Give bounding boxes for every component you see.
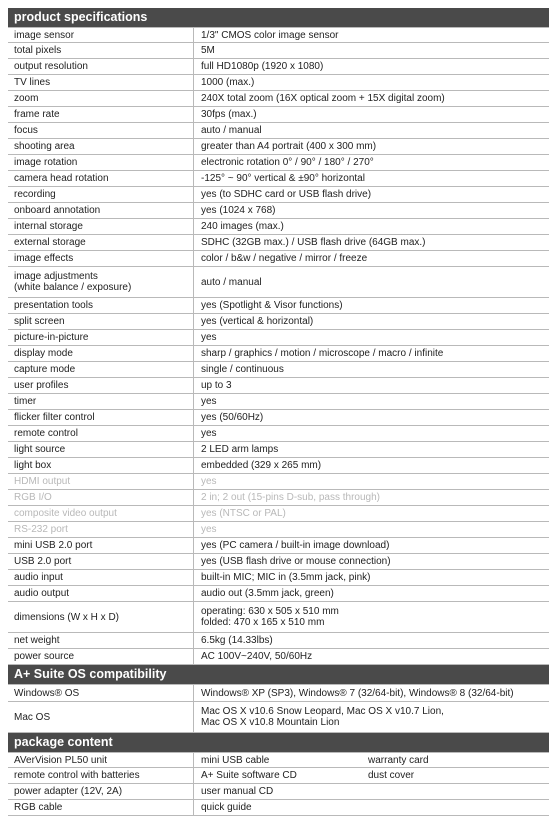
spec-row [8, 43, 549, 59]
spec-row [8, 586, 549, 602]
spec-value: auto / manual [201, 276, 262, 288]
spec-label: composite video output [8, 506, 194, 521]
spec-row [8, 155, 549, 171]
os-row [8, 702, 549, 733]
spec-label: output resolution [8, 59, 194, 74]
package-item: user manual CD [201, 786, 274, 797]
spec-row [8, 378, 549, 394]
spec-label: USB 2.0 port [8, 554, 194, 569]
spec-label: light box [8, 458, 194, 473]
package-row [8, 752, 549, 768]
spec-sheet [8, 8, 549, 816]
spec-value: operating: 630 x 505 x 510 mm folded: 470 x 165 x 510 mm [201, 606, 339, 628]
spec-row [8, 139, 549, 155]
spec-label: timer [8, 394, 194, 409]
spec-label: external storage [8, 235, 194, 250]
spec-row [8, 251, 549, 267]
spec-value: built-in MIC; MIC in (3.5mm jack, pink) [201, 572, 371, 583]
spec-value: 240X total zoom (16X optical zoom + 15X digital zoom) [201, 93, 445, 104]
spec-value: yes (vertical & horizontal) [201, 316, 314, 327]
spec-row [8, 171, 549, 187]
spec-row [8, 267, 549, 298]
spec-value: yes [201, 476, 217, 487]
spec-value: 2 LED arm lamps [201, 444, 279, 455]
package-item: power adapter (12V, 2A) [8, 784, 194, 799]
spec-label: display mode [8, 346, 194, 361]
spec-value: 5M [201, 45, 215, 56]
os-value: Mac OS X v10.6 Snow Leopard, Mac OS X v10.7 Lion, Mac OS X v10.8 Mountain Lion [201, 706, 444, 728]
spec-row [8, 91, 549, 107]
section-header-package: package content [8, 733, 549, 752]
package-item: A+ Suite software CD [201, 770, 297, 781]
spec-label: audio output [8, 586, 194, 601]
spec-row [8, 187, 549, 203]
spec-value: yes (Spotlight & Visor functions) [201, 300, 343, 311]
spec-row [8, 330, 549, 346]
spec-row [8, 394, 549, 410]
spec-label: image adjustments (white balance / exposure) [8, 267, 194, 297]
spec-row [8, 538, 549, 554]
package-item: warranty card [368, 755, 429, 766]
spec-label: total pixels [8, 43, 194, 58]
spec-row [8, 59, 549, 75]
spec-label: capture mode [8, 362, 194, 377]
package-row [8, 800, 549, 816]
spec-value: yes [201, 396, 217, 407]
spec-row [8, 474, 549, 490]
os-label: Mac OS [8, 702, 194, 732]
spec-value: sharp / graphics / motion / microscope / macro / infinite [201, 348, 444, 359]
spec-row [8, 490, 549, 506]
spec-label: zoom [8, 91, 194, 106]
spec-value: yes (50/60Hz) [201, 412, 264, 423]
spec-row [8, 602, 549, 633]
spec-row [8, 298, 549, 314]
spec-row [8, 314, 549, 330]
package-row [8, 784, 549, 800]
spec-value: full HD1080p (1920 x 1080) [201, 61, 324, 72]
spec-value: single / continuous [201, 364, 284, 375]
spec-value: yes (USB flash drive or mouse connection) [201, 556, 391, 567]
spec-label: image effects [8, 251, 194, 266]
spec-label: presentation tools [8, 298, 194, 313]
spec-label: light source [8, 442, 194, 457]
spec-label: internal storage [8, 219, 194, 234]
os-value: Windows® XP (SP3), Windows® 7 (32/64-bit), Windows® 8 (32/64-bit) [201, 687, 514, 699]
spec-row [8, 107, 549, 123]
spec-value: 6.5kg (14.33lbs) [201, 635, 273, 646]
spec-label: dimensions (W x H x D) [8, 602, 194, 632]
spec-value: yes (1024 x 768) [201, 205, 276, 216]
package-item: mini USB cable [201, 755, 270, 766]
spec-label: picture-in-picture [8, 330, 194, 345]
spec-row [8, 203, 549, 219]
spec-label: remote control [8, 426, 194, 441]
spec-row [8, 27, 549, 43]
spec-label: onboard annotation [8, 203, 194, 218]
spec-value: 2 in; 2 out (15-pins D-sub, pass through) [201, 492, 380, 503]
package-item [362, 800, 549, 815]
spec-value: yes [201, 524, 217, 535]
section-header-os: A+ Suite OS compatibility [8, 665, 549, 684]
spec-row [8, 458, 549, 474]
spec-value: greater than A4 portrait (400 x 300 mm) [201, 141, 377, 152]
spec-row [8, 219, 549, 235]
spec-value: 1000 (max.) [201, 77, 255, 88]
spec-row [8, 410, 549, 426]
spec-value: yes (PC camera / built-in image download) [201, 540, 390, 551]
spec-value: 1/3" CMOS color image sensor [201, 29, 339, 41]
spec-value: -125° ~ 90° vertical & ±90° horizontal [201, 173, 365, 184]
spec-label: RGB I/O [8, 490, 194, 505]
spec-label: shooting area [8, 139, 194, 154]
spec-label: TV lines [8, 75, 194, 90]
spec-row [8, 426, 549, 442]
specs-table [8, 27, 549, 665]
spec-row [8, 649, 549, 665]
spec-value: embedded (329 x 265 mm) [201, 460, 322, 471]
spec-row [8, 522, 549, 538]
package-row [8, 768, 549, 784]
spec-row [8, 570, 549, 586]
spec-row [8, 346, 549, 362]
spec-label: audio input [8, 570, 194, 585]
spec-label: net weight [8, 633, 194, 648]
spec-value: 240 images (max.) [201, 221, 284, 232]
spec-label: RS-232 port [8, 522, 194, 537]
spec-label: HDMI output [8, 474, 194, 489]
spec-label: mini USB 2.0 port [8, 538, 194, 553]
spec-value: yes (NTSC or PAL) [201, 508, 286, 519]
spec-row [8, 75, 549, 91]
spec-row [8, 442, 549, 458]
spec-label: power source [8, 649, 194, 664]
package-table [8, 752, 549, 816]
spec-label: frame rate [8, 107, 194, 122]
package-item: remote control with batteries [8, 768, 194, 783]
spec-value: electronic rotation 0° / 90° / 180° / 270° [201, 157, 374, 168]
spec-value: 30fps (max.) [201, 109, 257, 120]
spec-value: yes [201, 332, 217, 343]
os-row [8, 684, 549, 702]
spec-label: image rotation [8, 155, 194, 170]
spec-value: up to 3 [201, 380, 232, 391]
spec-row [8, 362, 549, 378]
spec-value: color / b&w / negative / mirror / freeze [201, 253, 368, 264]
section-header-specs: product specifications [8, 8, 549, 27]
spec-row [8, 123, 549, 139]
spec-label: camera head rotation [8, 171, 194, 186]
spec-value: yes [201, 428, 217, 439]
spec-label: flicker filter control [8, 410, 194, 425]
spec-value: auto / manual [201, 125, 262, 136]
spec-value: yes (to SDHC card or USB flash drive) [201, 189, 372, 200]
spec-value: audio out (3.5mm jack, green) [201, 588, 334, 599]
spec-label: focus [8, 123, 194, 138]
os-table [8, 684, 549, 733]
spec-label: split screen [8, 314, 194, 329]
package-item: quick guide [201, 802, 252, 813]
spec-label: image sensor [8, 28, 194, 42]
spec-label: user profiles [8, 378, 194, 393]
spec-row [8, 506, 549, 522]
spec-row [8, 235, 549, 251]
package-item [362, 784, 549, 799]
package-item: AVerVision PL50 unit [8, 753, 194, 767]
os-label: Windows® OS [8, 685, 194, 701]
package-item: RGB cable [8, 800, 194, 815]
package-item: dust cover [368, 770, 415, 781]
spec-label: recording [8, 187, 194, 202]
spec-row [8, 554, 549, 570]
spec-value: SDHC (32GB max.) / USB flash drive (64GB max.) [201, 237, 426, 248]
spec-value: AC 100V~240V, 50/60Hz [201, 651, 313, 662]
spec-row [8, 633, 549, 649]
